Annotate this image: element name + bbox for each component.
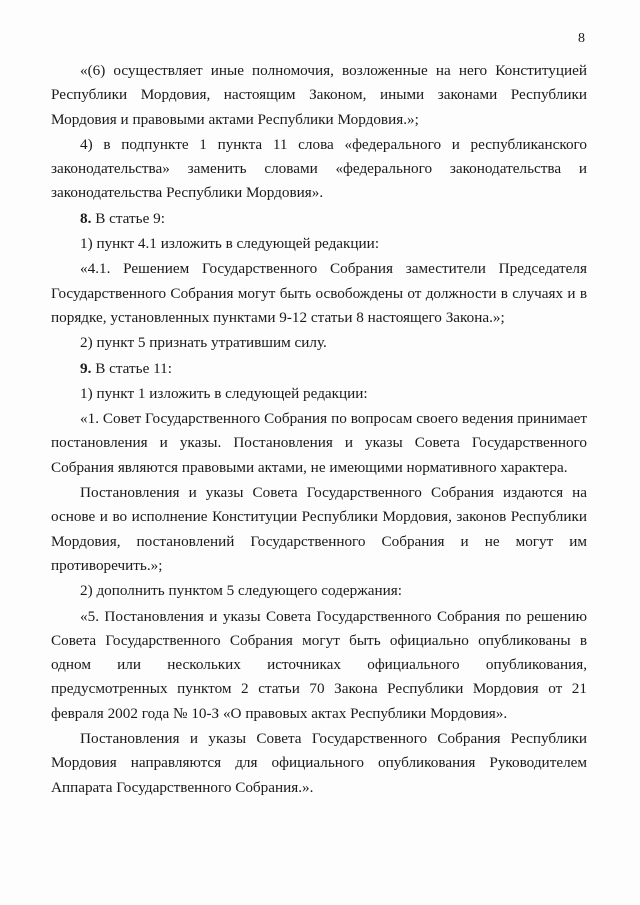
paragraph-5	[51, 257, 587, 330]
paragraph-text: Постановления и указы Совета Государственного Собрания Республики Мордовия направляются для официального опубликования Руководителем Аппарата Государственного Собрания.».	[51, 730, 587, 796]
paragraph-text: «(6) осуществляет иные полномочия, возложенные на него Конституцией Республики Мордовия, настоящим Законом, иными законами Республики Мордовия и правовыми актами Республики Мордовия.»;	[51, 62, 587, 128]
article-heading-9	[51, 357, 587, 381]
paragraph-2	[51, 133, 587, 206]
paragraph-10	[51, 481, 587, 578]
document-body	[51, 59, 587, 800]
paragraph-text: 4) в подпункте 1 пункта 11 слова «федерального и республиканского законодательства» заменить словами «федерального законодательства и законодательства Республики Мордовия».	[51, 135, 587, 202]
paragraph-text: 1) пункт 1 изложить в следующей редакции:	[80, 384, 368, 402]
paragraph-text: Постановления и указы Совета Государственного Собрания издаются на основе и во исполнение Конституции Республики Мордовия, законов Республики Мордовия, постановлений Государственного Собрания и не могут им противоречить.»;	[51, 484, 587, 574]
paragraph-text: 1) пункт 4.1 изложить в следующей редакции:	[80, 235, 380, 253]
article-number: 8.	[80, 209, 92, 227]
paragraph-text: «1. Совет Государственного Собрания по вопросам своего ведения принимает постановления и указы. Постановления и указы Совета Государственного Собрания являются правовыми актами, не имеющими нормативного характера.	[51, 410, 587, 476]
paragraph-text: 2) пункт 5 признать утратившим силу.	[80, 334, 327, 352]
paragraph-13	[51, 727, 587, 800]
paragraph-9	[51, 407, 587, 480]
paragraph-text: В статье 11:	[91, 359, 172, 377]
page-number: 8	[578, 31, 585, 46]
paragraph-text: «4.1. Решением Государственного Собрания заместители Председателя Государственного Собрания могут быть освобождены от должности в случаях и в порядке, установленных пунктами 9-12 статьи 8 настоящего Закона.»;	[51, 260, 587, 326]
paragraph-text: В статье 9:	[91, 209, 165, 227]
paragraph-4	[51, 232, 587, 256]
paragraph-6	[51, 331, 587, 355]
paragraph-1	[51, 59, 587, 132]
article-number: 9.	[80, 359, 92, 377]
paragraph-11	[51, 579, 587, 603]
paragraph-8	[51, 382, 587, 406]
article-heading-8	[51, 207, 587, 231]
paragraph-12	[51, 605, 587, 726]
paragraph-text: 2) дополнить пунктом 5 следующего содержания:	[80, 582, 402, 600]
paragraph-text: «5. Постановления и указы Совета Государственного Собрания по решению Совета Государственного Собрания могут быть официально опубликованы в одном или нескольких источниках официального опубликования, предусмотренных пунктом 2 статьи 70 Закона Республики Мордовия от 21 февраля 2002 года № 10-З «О правовых актах Республики Мордовия».	[51, 607, 587, 722]
